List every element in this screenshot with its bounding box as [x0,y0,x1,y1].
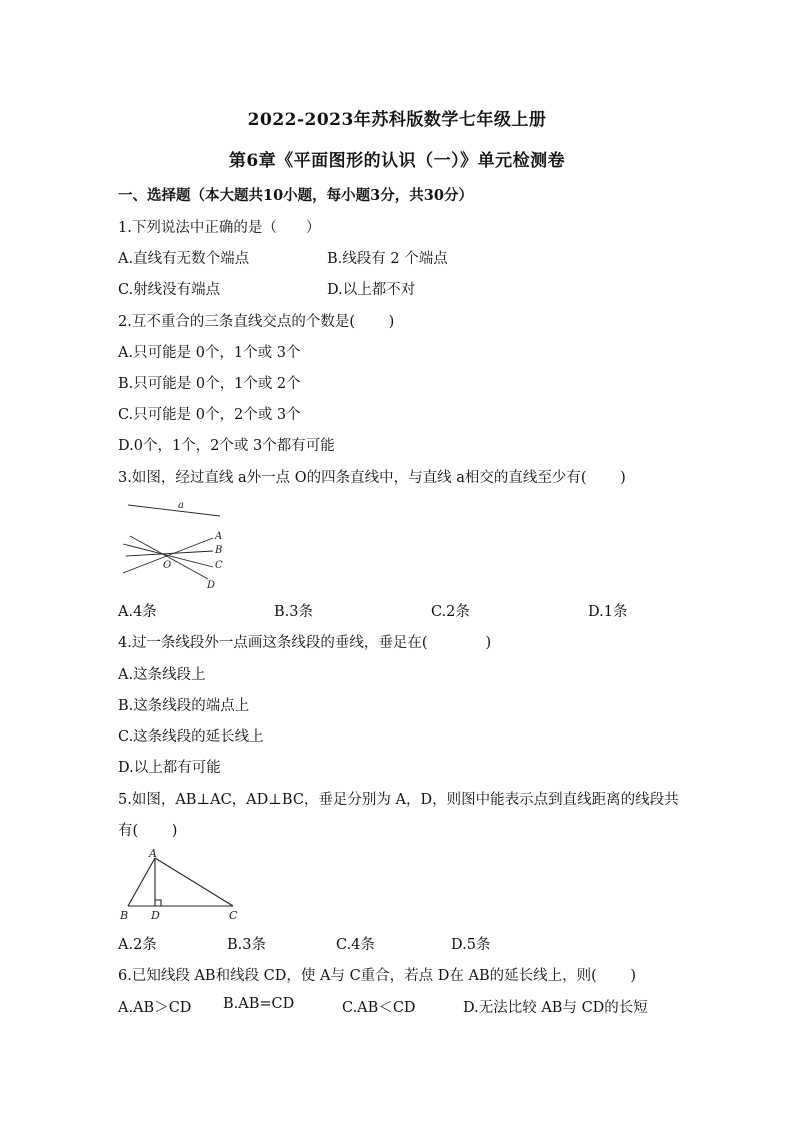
question-5-option-a: A.2条 [118,937,157,953]
document-subtitle: 第6章《平面图形的认识（一）》单元检测卷 [228,151,566,171]
question-3-option-b: B.3条 [274,604,313,620]
question-5-option-c: C.4条 [336,937,375,953]
label-D: D [207,580,216,591]
question-6-option-d: D.无法比较 AB与 CD的长短 [463,1000,648,1016]
line-through-o-4 [130,536,208,579]
question-5-option-b: B.3条 [227,937,266,953]
question-5-stem-line-2: 有( ) [118,823,178,839]
question-4-option-a: A.这条线段上 [118,667,206,683]
question-1-stem: 1.下列说法中正确的是（ ） [118,220,321,236]
question-2-option-b: B.只可能是 0个，1个或 2个 [118,376,301,392]
right-angle-mark [155,900,161,906]
question-1-option-c: C.射线没有端点 [118,282,221,298]
label-C: C [229,909,238,922]
question-5-figure [118,845,243,925]
question-4-stem: 4.过一条线段外一点画这条线段的垂线，垂足在( ) [118,635,492,651]
label-B: B [215,545,223,556]
question-6-option-a: A.AB＞CD [118,1000,192,1016]
label-D: D [151,909,160,922]
question-3-stem: 3.如图，经过直线 a外一点 O的四条直线中，与直线 a相交的直线至少有( ) [118,470,626,486]
question-2-stem: 2.互不重合的三条直线交点的个数是( ) [118,314,395,330]
label-O: O [163,560,172,571]
label-B: B [120,909,129,922]
segment-AC [155,858,233,906]
question-4-option-d: D.以上都有可能 [118,760,221,776]
question-3-figure [118,497,228,592]
question-2-option-a: A.只可能是 0个，1个或 3个 [118,345,301,361]
question-6-stem: 6.已知线段 AB和线段 CD，使 A与 C重合，若点 D在 AB的延长线上，则( ) [118,968,637,984]
question-1-option-b: B.线段有 2 个端点 [327,251,448,267]
question-5-stem-line-1: 5.如图，AB⊥AC，AD⊥BC，垂足分别为 A，D，则图中能表示点到直线距离的线段共 [118,792,679,808]
question-3-option-d: D.1条 [588,604,628,620]
label-a: a [178,500,184,511]
line-a [128,505,220,516]
question-1-option-a: A.直线有无数个端点 [118,251,250,267]
document-title: 2022-2023年苏科版数学七年级上册 [247,110,547,130]
question-4-option-c: C.这条线段的延长线上 [118,729,264,745]
label-C: C [215,560,223,571]
question-5-option-d: D.5条 [451,937,491,953]
question-3-option-a: A.4条 [118,604,157,620]
question-2-option-d: D.0个，1个，2个或 3个都有可能 [118,438,335,454]
segment-AB [128,858,155,906]
section-heading: 一、选择题（本大题共10小题，每小题3分，共30分） [118,187,473,204]
label-A: A [215,531,223,542]
question-4-option-b: B.这条线段的端点上 [118,698,250,714]
question-2-option-c: C.只可能是 0个，2个或 3个 [118,407,301,423]
question-6-option-b: B.AB=CD [223,996,295,1012]
label-A: A [149,847,157,860]
question-1-option-d: D.以上都不对 [327,282,416,298]
question-6-option-c: C.AB＜CD [342,1000,416,1016]
question-3-option-c: C.2条 [431,604,470,620]
